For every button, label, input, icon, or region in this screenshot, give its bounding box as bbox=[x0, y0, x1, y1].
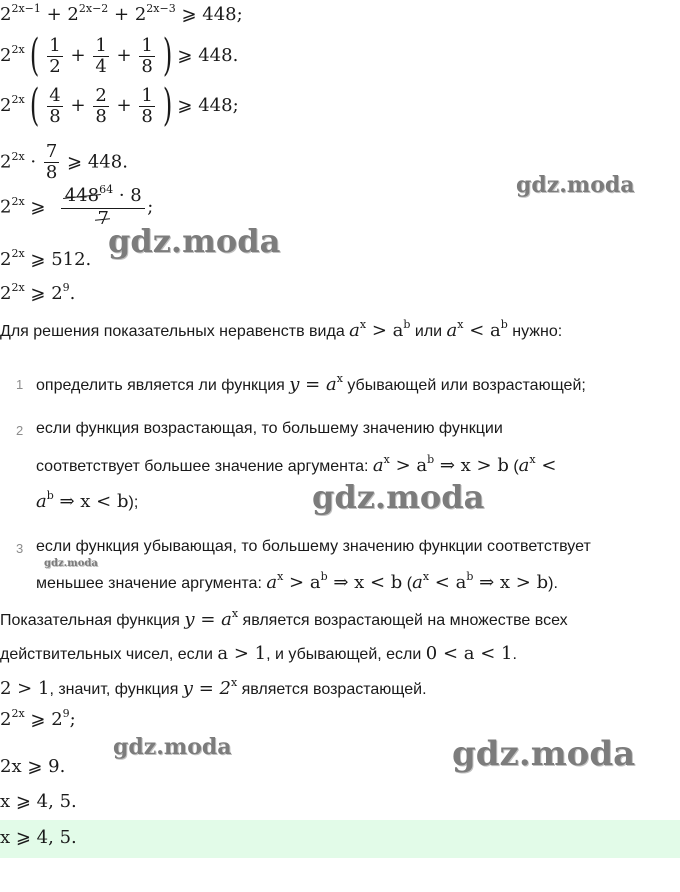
fraction: $\frac{1}{8}$ bbox=[141, 84, 153, 127]
watermark: gdz.moda bbox=[108, 222, 281, 260]
watermark: gdz.moda bbox=[113, 734, 232, 760]
list-item: если функция возрастающая, то большему значению функции bbox=[36, 420, 503, 437]
list-item-line: соответствует большее значение аргумента: $a^x > a^b$ ⇒ x > b ($a^x$ < bbox=[36, 453, 557, 476]
list-number: 3 bbox=[16, 541, 24, 556]
list-item: определить является ли функция $y = a^x$ убывающей или возрастающей; bbox=[36, 372, 586, 395]
list-item-line: меньшее значение аргумента: $a^x > a^b$ ⇒ x < b ($a^x < a^b$ ⇒ x > b). bbox=[36, 570, 558, 593]
watermark: gdz.moda bbox=[44, 558, 98, 569]
list-number: 2 bbox=[16, 423, 24, 438]
paragraph-line: Показательная функция $y = a^x$ является возрастающей на множестве всех bbox=[0, 607, 568, 630]
watermark: gdz.moda bbox=[452, 734, 636, 774]
fraction: $\frac{1}{4}$ bbox=[95, 34, 107, 77]
equation-line-10: x ⩾ 4, 5. bbox=[0, 791, 77, 812]
equation-line-4: $2^{2x}$ · $\frac{7}{8}$ ⩾ 448. bbox=[0, 141, 128, 183]
struck-number: 448 bbox=[64, 185, 100, 206]
equation-line-1: $2^{2x-1} + 2^{2x-2} + 2^{2x-3}$ ⩾ 448; bbox=[0, 2, 243, 25]
paragraph-line: 2 > 1, значит, функция $y = 2^x$ является возрастающей. bbox=[0, 676, 427, 699]
equation-line-7: $2^{2x}$ ⩾ $2^9$. bbox=[0, 281, 76, 304]
intro-paragraph: Для решения показательных неравенств вида $a^x > a^b$ или $a^x < a^b$ нужно: bbox=[0, 318, 563, 341]
answer-highlight bbox=[0, 820, 680, 858]
fraction: $\frac{1}{2}$ bbox=[49, 34, 61, 77]
list-item-line: $a^b$ ⇒ x < b); bbox=[36, 489, 139, 512]
list-number: 1 bbox=[16, 377, 24, 392]
answer-text: x ⩾ 4, 5. bbox=[0, 827, 77, 848]
equation-line-3: $2^{2x}$ ( $\frac{4}{8}$ + $\frac{2}{8}$ + $\frac{1}{8}$ ) ⩾ 448; bbox=[0, 80, 239, 131]
paragraph-line: действительных чисел, если a > 1, и убывающей, если 0 < a < 1. bbox=[0, 643, 517, 664]
list-item: если функция убывающая, то большему значению функции соответствует bbox=[36, 538, 591, 555]
watermark: gdz.moda bbox=[312, 478, 485, 516]
equation-line-6: $2^{2x}$ ⩾ 512. bbox=[0, 247, 92, 270]
watermark: gdz.moda bbox=[516, 172, 635, 198]
fraction: $\frac{2}{8}$ bbox=[95, 84, 107, 127]
fraction: $\frac{4}{8}$ bbox=[49, 84, 61, 127]
fraction: $\frac{448^{64} \cdot 8}{7}$ bbox=[61, 186, 145, 229]
equation-line-8: $2^{2x}$ ⩾ $2^9$; bbox=[0, 707, 76, 730]
equation-line-2: $2^{2x}$ ( $\frac{1}{2}$ + $\frac{1}{4}$ + $\frac{1}{8}$ ) ⩾ 448. bbox=[0, 30, 239, 81]
equation-line-5: $2^{2x}$ ⩾ $\frac{448^{64} \cdot 8}{7}$ ; bbox=[0, 183, 154, 229]
equation-line-9: 2x ⩾ 9. bbox=[0, 756, 66, 777]
fraction: $\frac{7}{8}$ bbox=[45, 141, 58, 183]
fraction: $\frac{1}{8}$ bbox=[141, 34, 153, 77]
